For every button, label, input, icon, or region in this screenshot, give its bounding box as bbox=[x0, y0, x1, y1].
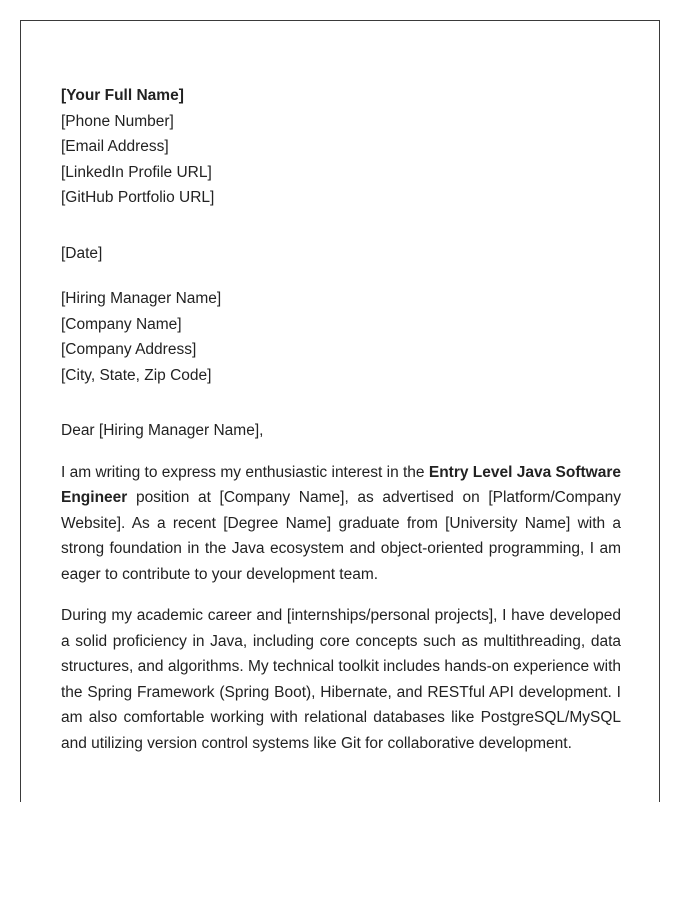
recipient-company: [Company Name] bbox=[61, 315, 182, 333]
sender-linkedin: [LinkedIn Profile URL] bbox=[61, 163, 212, 181]
sender-email: [Email Address] bbox=[61, 138, 169, 155]
document-page bbox=[20, 20, 660, 802]
paragraph-experience: During my academic career and [internships/personal projects], I have developed a solid proficiency in Java, including core concepts such as multithreading, data structures, and algorithms. My technical toolkit includes hands-on experience with the Spring Framework (Spring Boot), Hibernate, and RESTful API development. I am also comfortable working with relational databases like PostgreSQL/MySQL and utilizing version control systems like Git for collaborative development. bbox=[61, 607, 621, 752]
sender-phone: [Phone Number] bbox=[61, 112, 174, 130]
sender-github: [GitHub Portfolio URL] bbox=[61, 189, 215, 206]
sender-block bbox=[61, 83, 621, 211]
recipient-manager: [Hiring Manager Name] bbox=[61, 290, 222, 307]
recipient-city-state-zip: [City, State, Zip Code] bbox=[61, 366, 212, 384]
paragraph-intro-lead: I am writing to express my enthusiastic interest in the bbox=[61, 463, 429, 481]
salutation-text: Dear [Hiring Manager Name], bbox=[61, 422, 264, 439]
position-title: Entry Level Java Software Engineer bbox=[61, 463, 621, 506]
letter-date: [Date] bbox=[61, 244, 103, 262]
paragraph-intro bbox=[61, 460, 621, 588]
recipient-block bbox=[61, 286, 621, 388]
recipient-address: [Company Address] bbox=[61, 341, 197, 358]
letter-body bbox=[61, 83, 621, 772]
salutation bbox=[61, 418, 621, 444]
sender-full-name: [Your Full Name] bbox=[61, 87, 184, 104]
date-block bbox=[61, 241, 621, 267]
paragraph-intro-rest: position at [Company Name], as advertised on [Platform/Company Website]. As a recent [Degree Name] graduate from [University Name] with a strong foundation in the Java ecosystem and object-oriented programming, I am eager to contribute to your development team. bbox=[61, 489, 621, 583]
